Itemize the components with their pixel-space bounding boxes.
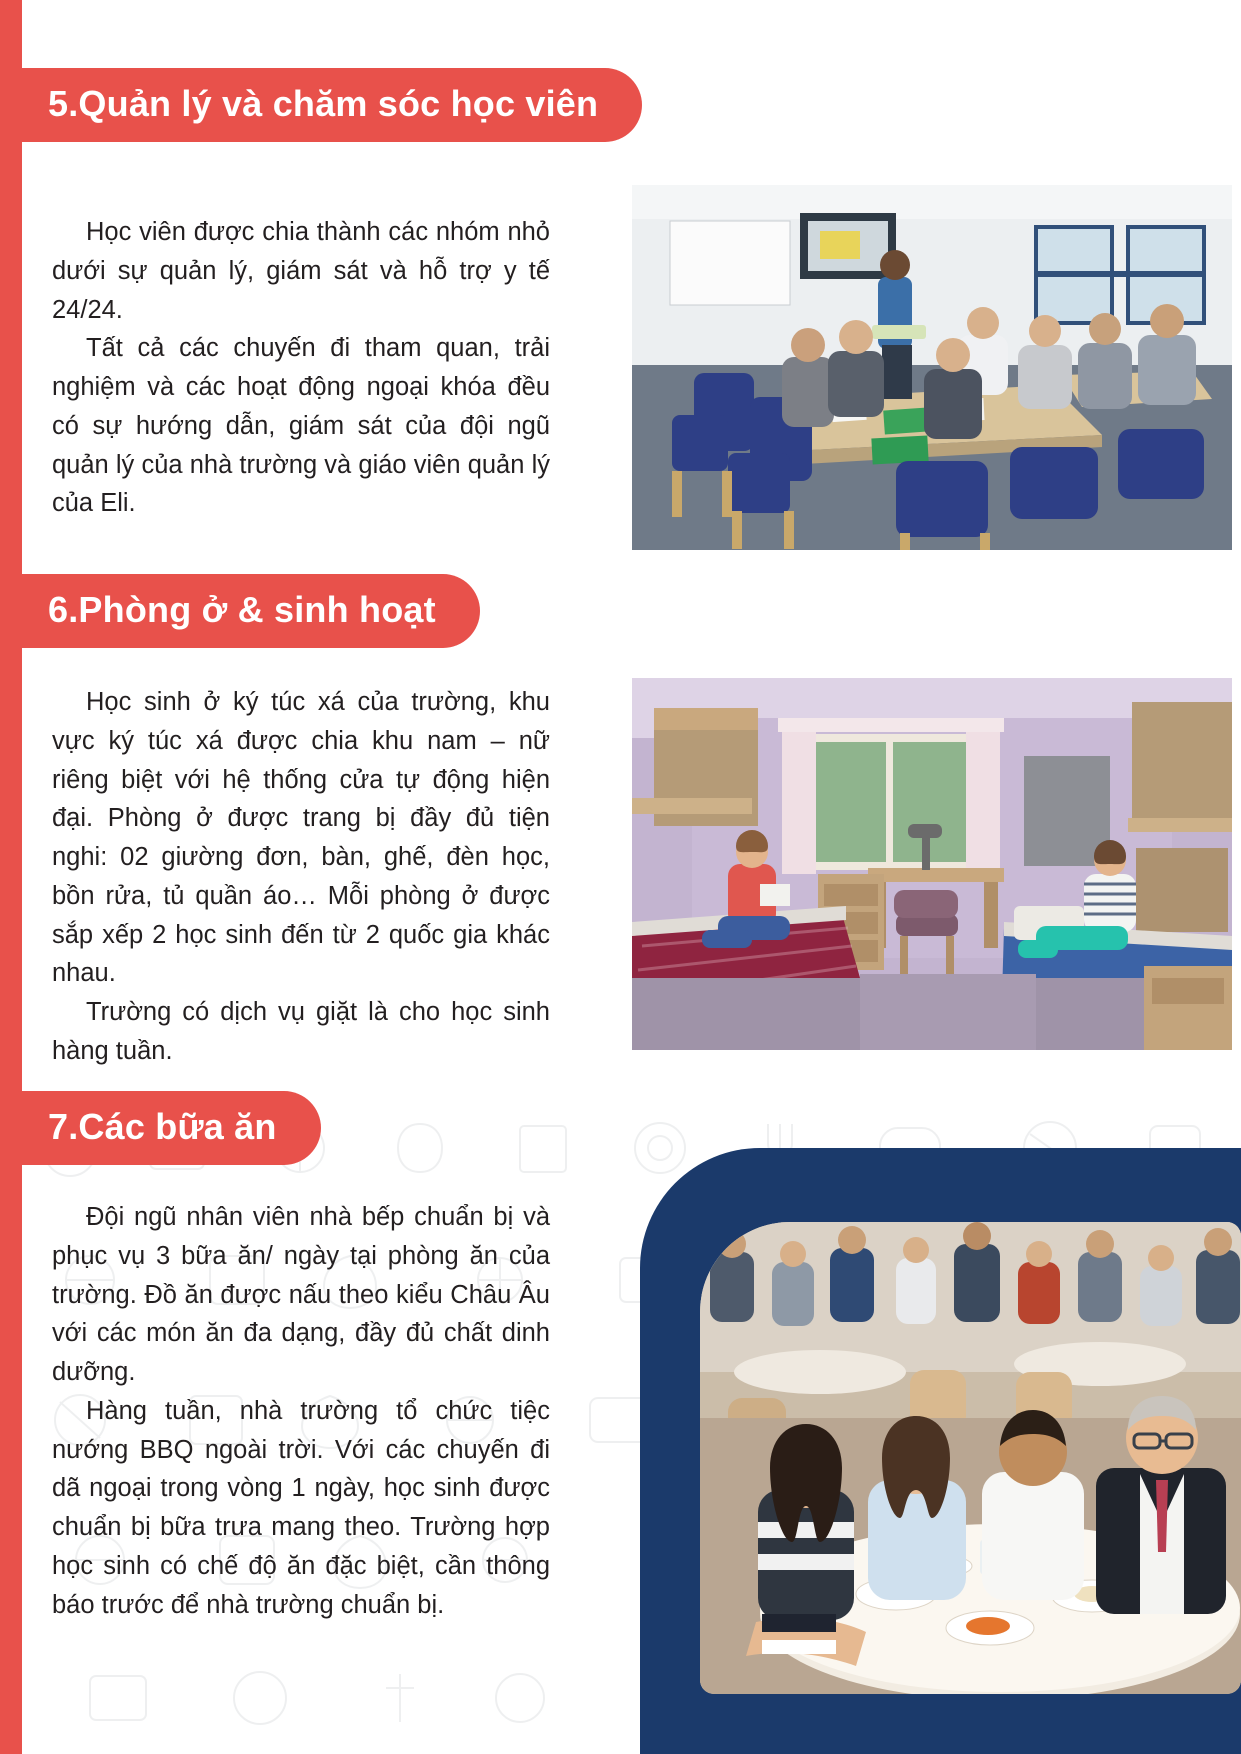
left-red-spine [0,0,22,1754]
section-5-heading: 5.Quản lý và chăm sóc học viên [0,68,642,142]
section-7-text [52,1198,550,1624]
section-6-paragraph-1: Học sinh ở ký túc xá của trường, khu vực ký túc xá được chia khu nam – nữ riêng biệt với hệ thống cửa tự động hiện đại. Phòng ở được trang bị đầy đủ tiện nghi: 02 giường đơn, bàn, ghế, đèn học, bồn rửa, tủ quần áo… Mỗi phòng ở được sắp xếp 2 học sinh đến từ 2 quốc gia khác nhau. [52,688,550,988]
section-5-paragraph-2: Tất cả các chuyến đi tham quan, trải nghiệm và các hoạt động ngoại khóa đều có sự hướng dẫn, giám sát của đội ngũ quản lý của nhà trường và giáo viên quản lý của Eli. [52,334,550,518]
dining-hall-photo [700,1222,1241,1694]
section-7-paragraph-1: Đội ngũ nhân viên nhà bếp chuẩn bị và phục vụ 3 bữa ăn/ ngày tại phòng ăn của trường. Đồ ăn được nấu theo kiểu Châu Âu với các món ăn đa dạng, đầy đủ chất dinh dưỡng. [52,1203,550,1386]
section-7-paragraph-2: Hàng tuần, nhà trường tổ chức tiệc nướng BBQ ngoài trời. Với các chuyến đi dã ngoại trong vòng 1 ngày, học sinh được chuẩn bị bữa trưa mang theo. Trường hợp học sinh có chế độ ăn đặc biệt, cần thông báo trước để nhà trường chuẩn bị. [52,1396,550,1619]
classroom-students-photo [632,185,1232,550]
section-5-text [52,213,550,523]
dormitory-room-photo [632,678,1232,1050]
section-7-heading: 7.Các bữa ăn [0,1091,321,1165]
section-5-paragraph-1: Học viên được chia thành các nhóm nhỏ dưới sự quản lý, giám sát và hỗ trợ y tế 24/24. [52,218,550,324]
section-6-heading: 6.Phòng ở & sinh hoạt [0,574,480,648]
section-6-paragraph-2: Trường có dịch vụ giặt là cho học sinh hàng tuần. [52,998,550,1065]
section-6-text [52,683,550,1071]
